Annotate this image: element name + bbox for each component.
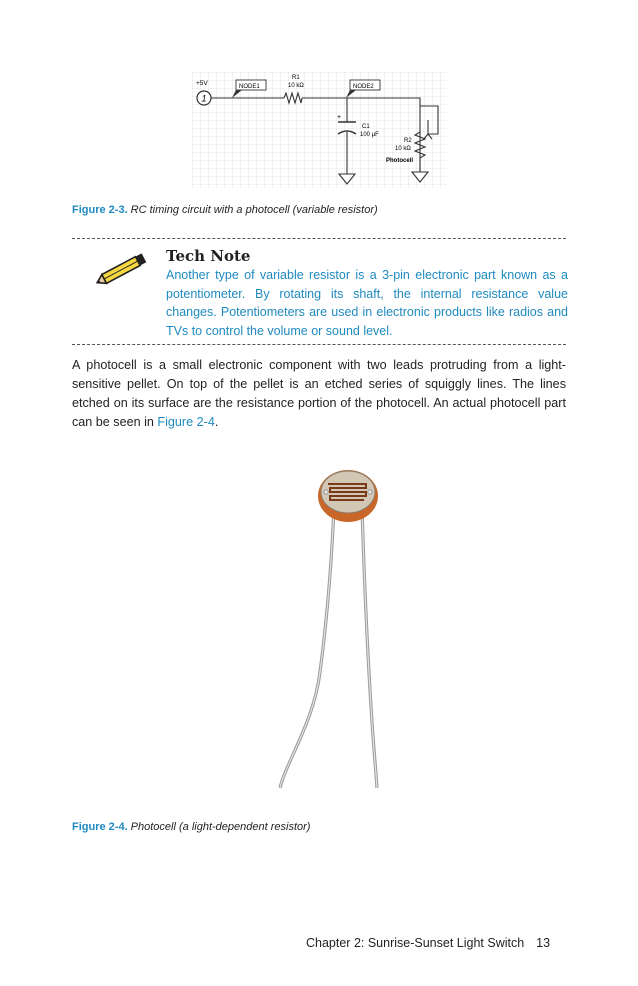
figure-2-4-text: Photocell (a light-dependent resistor) xyxy=(127,821,311,833)
pellet-contact-right xyxy=(368,490,372,494)
photocell-photo xyxy=(260,462,420,800)
figure-2-3-number: Figure 2-3. xyxy=(72,204,128,216)
figure-2-3-text: RC timing circuit with a photocell (variable resistor) xyxy=(127,204,378,216)
c1-plus: + xyxy=(337,114,342,121)
photocell-lead-left xyxy=(280,508,334,788)
body-end: . xyxy=(214,415,219,429)
page-footer xyxy=(306,936,550,950)
tech-note-bottom-rule xyxy=(72,344,566,345)
body-text: A photocell is a small electronic component with two leads protruding from a light-sensitive pellet. On top of the pellet is an etched series of squiggly lines. The lines etched on its surface are the resistance portion of the photocell. An actual photocell part can be seen in xyxy=(72,358,566,429)
schematic-grid xyxy=(192,72,446,188)
figure-2-4-number: Figure 2-4. xyxy=(72,821,128,833)
tech-note-body: Another type of variable resistor is a 3-pin electronic part known as a potentiometer. By rotating its shaft, the internal resistance value changes. Potentiometers are used in electronic products like radios and TVs to control the volume or sound level. xyxy=(166,268,568,338)
c1-name: C1 xyxy=(362,124,370,130)
chapter-title: Chapter 2: Sunrise-Sunset Light Switch xyxy=(306,936,525,950)
c1-value: 100 µF xyxy=(360,132,379,138)
pellet-contact-left xyxy=(324,490,328,494)
source-number: 1 xyxy=(201,93,207,104)
tech-note-top-rule xyxy=(72,238,566,239)
r1-value: 10 kΩ xyxy=(288,83,304,89)
r2-label: Photocell xyxy=(386,158,414,164)
r2-name: R2 xyxy=(404,138,412,144)
rc-timing-schematic xyxy=(192,72,446,188)
r2-value: 10 kΩ xyxy=(395,146,411,152)
figure-2-3-caption xyxy=(72,204,378,216)
node2-label: NODE2 xyxy=(353,84,374,90)
node1-label: NODE1 xyxy=(239,84,260,90)
pencil-icon xyxy=(92,252,150,288)
r1-name: R1 xyxy=(292,75,300,81)
photocell-lead-right xyxy=(362,508,377,788)
page-number: 13 xyxy=(536,936,551,950)
figure-2-4-link[interactable]: Figure 2-4 xyxy=(157,415,215,429)
figure-2-4-caption xyxy=(72,821,310,833)
lead-left-highlight xyxy=(280,508,334,788)
tech-note-title: Tech Note xyxy=(166,247,251,265)
source-label: +5V xyxy=(196,80,208,87)
body-paragraph xyxy=(72,356,566,432)
